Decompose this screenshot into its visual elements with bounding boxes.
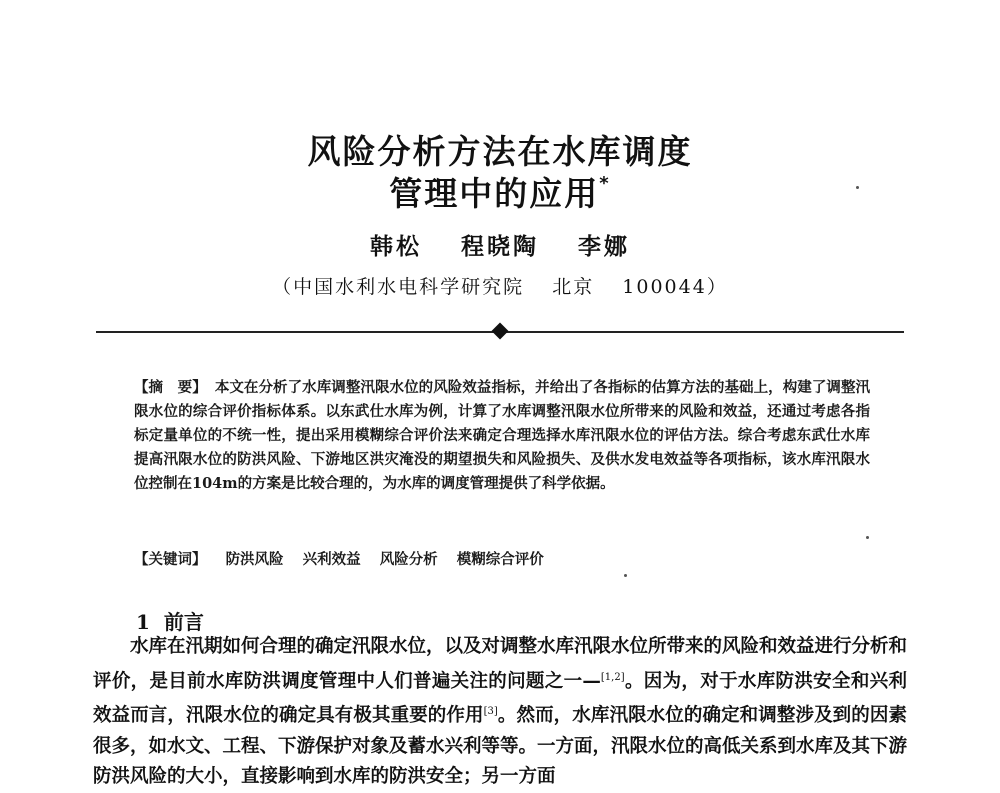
section-number: 1 <box>136 610 150 634</box>
author-name: 李娜 <box>578 233 631 260</box>
body-text-segment: 。然而，水库汛限水位的确定和调整涉及到的因素很多，如水文、工程、下游保护对象及蓄水兴利等等。一方面，汛限水位的高低关系到水库及其下游防洪风险的大小，直接影响到水库的防洪安全；另一方面 <box>93 705 908 788</box>
abstract-text: 本文在分析了水库调整汛限水位的风险效益指标，并给出了各指标的估算方法的基础上，构建了调整汛限水位的综合评价指标体系。以东武仕水库为例，计算了水库调整汛限水位所带来的风险和效益，还通过考虑各指标定量单位的不统一性，提出采用模糊综合评价法来确定合理选择水库汛限水位的评估方法。综合考虑东武仕水库提高汛限水位的防洪风险、下游地区洪灾淹没的期望损失和风险损失、及供水发电效益等各项指标，该水库汛限水位控制在104m的方案是比较合理的，为水库的调度管理提供了科学依据。 <box>134 379 871 492</box>
title-line2-text: 管理中的应用 <box>389 174 600 213</box>
affiliation <box>0 272 1000 299</box>
affiliation-city: 北京 <box>552 276 595 298</box>
keywords-label: 【关键词】 <box>134 551 207 568</box>
section-title: 前言 <box>163 610 204 634</box>
keyword: 防洪风险 <box>225 551 284 568</box>
citation-ref: [1,2] <box>600 671 625 683</box>
body-text-segment: 水库在汛期如何合理的确定汛限水位，以及对调整水库汛限水位所带来的风险和效益进行分析和评价，是目前水库防洪调度管理中人们普遍关注的问题之一 <box>93 636 908 692</box>
affiliation-org: （中国水利水电科学研究院 <box>272 276 525 298</box>
affiliation-postcode: 100044） <box>622 276 728 298</box>
keyword: 兴利效益 <box>302 551 361 568</box>
author-name: 韩松 <box>369 233 422 260</box>
title-line1-text: 风险分析方法在水库调度 <box>307 132 693 171</box>
citation-ref: [3] <box>483 706 498 718</box>
author-name: 程晓陶 <box>461 233 539 260</box>
section-body <box>93 632 907 793</box>
scan-speck <box>624 574 627 577</box>
keywords-block <box>134 548 870 569</box>
author-list <box>0 228 1000 261</box>
paper-title-line2 <box>0 168 1000 215</box>
abstract-label: 【摘 要】 <box>134 379 207 396</box>
title-footnote-marker: * <box>599 173 611 194</box>
scan-speck <box>866 536 869 539</box>
body-text-segment: 。因为，对于水库防洪安全和兴利效益而言，汛限水位的确定具有极其重要的作用 <box>93 670 907 727</box>
abstract-block <box>134 376 870 496</box>
keyword: 模糊综合评价 <box>456 551 544 568</box>
keyword: 风险分析 <box>379 551 438 568</box>
divider-diamond-ornament <box>492 323 509 340</box>
scan-speck <box>856 186 859 189</box>
section-heading <box>136 606 204 635</box>
body-paragraph: 水库在汛期如何合理的确定汛限水位，以及对调整水库汛限水位所带来的风险和效益进行分析和评价，是目前水库防洪调度管理中人们普遍关注的问题之一—[1,2]。因为，对于水库防洪安全和兴利效益而言，汛限水位的确定具有极其重要的作用[3]。然而，水库汛限水位的确定和调整涉及到的因素很多，如水文、工程、下游保护对象及蓄水兴利等等。一方面，汛限水位的高低关系到水库及其下游防洪风险的大小，直接影响到水库的防洪安全；另一方面 <box>93 636 908 788</box>
paper-title-line1 <box>0 126 1000 173</box>
